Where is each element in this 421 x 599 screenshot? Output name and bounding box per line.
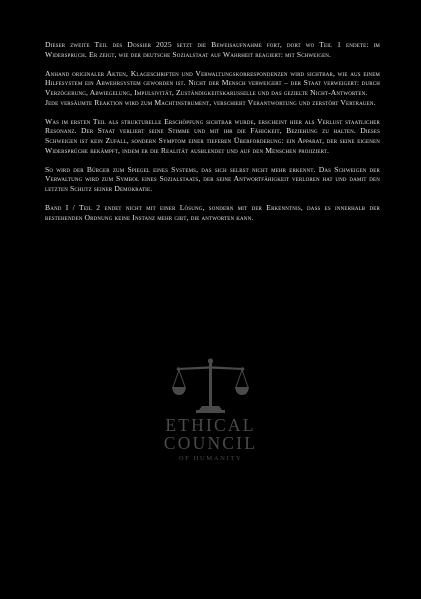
blurb-text <box>45 40 380 232</box>
ethical-council-logo <box>150 358 271 470</box>
paragraph-mirror: So wird der Bürger zum Spiegel eines Systems, das sich selbst nicht mehr erkennt. Das Schweigen der Verwaltung wird zum Symbol eines Sozialstaats, der seine Antwortfähigkeit verloren hat und damit den letzten Schutz seiner Demokratie. <box>45 164 380 193</box>
logo-wordmark-ethical: ETHICAL <box>165 415 256 435</box>
paragraph-files: Anhand originaler Akten, Klageschriften und Verwaltungskorrespondenzen wird sichtbar, wie aus einem Hilfesystem ein Abwehrsystem geworden ist. Nicht der Mensch verweigert – der Staat verweigert: durch Verzögerung, Abwiegelung, Impulsivität, Zuständigkeitskarusselle und das gezielte Nicht-Antworten. <box>45 68 380 97</box>
paragraph-intro: Dieser zweite Teil des Dossier 2025 setzt die Beweisaufnahme fort, dort wo Teil 1 endete: im Widerspruch. Er zeigt, wie der deutsche Sozialstaat auf Wahrheit reagiert: mit Schweigen. <box>45 40 380 59</box>
logo-wordmark-council: COUNCIL <box>163 433 258 453</box>
paragraph-conclusion: Band I / Teil 2 endet nicht mit einer Lösung, sondern mit der Erkenntnis, dass es innerhalb der bestehenden Ordnung keine Instanz mehr gibt, die antworten kann. <box>45 203 380 222</box>
paragraph-resonance: Was im ersten Teil als strukturelle Erschöpfung sichtbar wurde, erscheint hier als Verlust staatlicher Resonanz. Der Staat verliert seine Stimme und mit ihr die Fähigkeit, Beziehung zu halten. Dieses Schweigen ist kein Zufall, sondern Symptom einer tieferen Überforderung: ein Apparat, der seine eigenen Widersprüche bekämpft, indem er die Realität ausblendet und auf den Menschen projiziert. <box>45 116 380 155</box>
paragraph-reaction: Jede versäumte Reaktion wird zum Machtinstrument, verschiebt Verantwortung und zerstört Vertrauen. <box>45 97 376 107</box>
logo-wordmark-of-humanity: OF HUMANITY <box>178 455 243 462</box>
scales-of-justice-icon <box>172 358 249 414</box>
